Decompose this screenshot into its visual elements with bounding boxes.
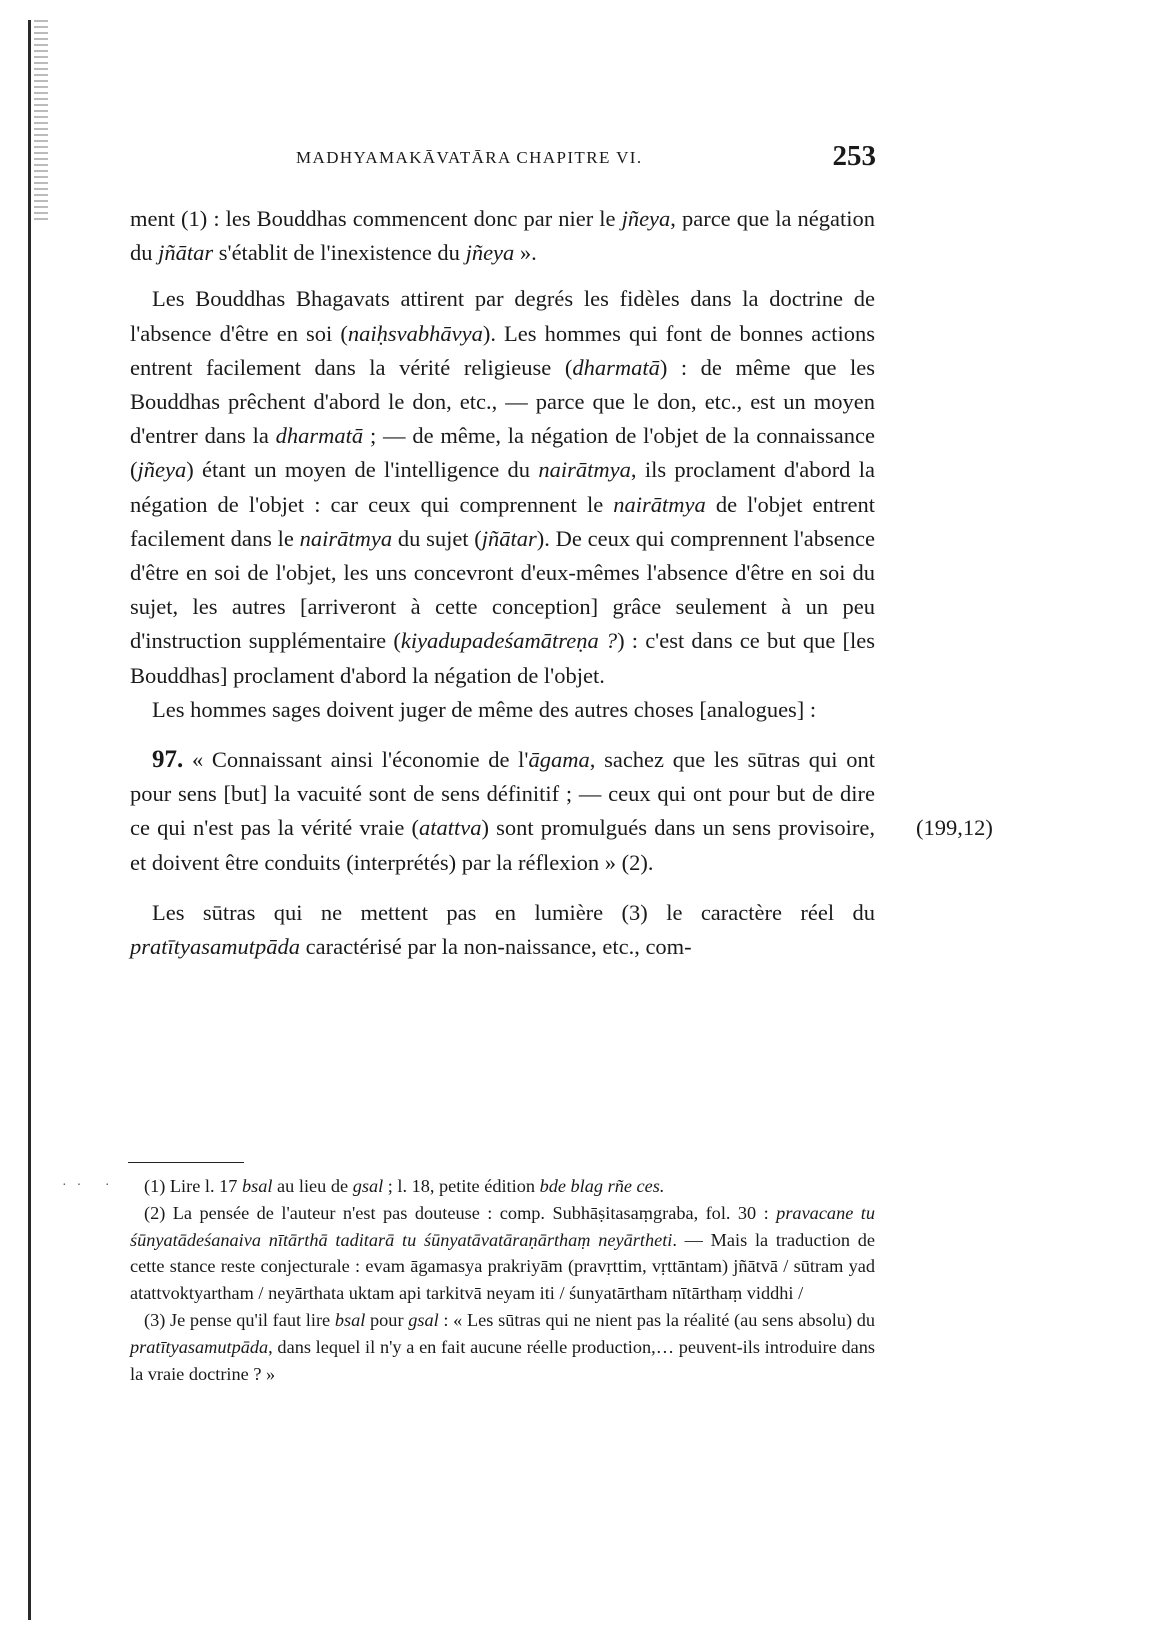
footnote-2: (2) La pensée de l'auteur n'est pas douteuse : comp. Subhāṣitasaṃgraba, fol. 30 : pravacane tu śūnyatādeśanaiva nītārthā taditarā tu śūnyatāvatāraṇārthaṃ neyārtheti. — Mais la traduction de cette stance reste conjecturale : evam āgamasya prakriyām (pravṛttim, vṛttāntam) jñātvā / sūtram yad atattvoktyartham / neyārthata uktam api tarkitvā neyam iti / śunyatārtham nītārthaṃ viddhi / [130, 1202, 875, 1304]
paragraph-sutras: Les sūtras qui ne mettent pas en lumière (3) le caractère réel du pratītyasamutpāda caractérisé par la non-naissance, etc., com- [130, 899, 875, 960]
paragraph-commentary: Les Bouddhas Bhagavats attirent par degrés les fidèles dans la doctrine de l'absence d'être en soi (naiḥsvabhāvya). Les hommes qui font de bonnes actions entrent facilement dans la vérité religieuse (dharmatā) : de même que les Bouddhas prêchent d'abord le don, etc., — parce que le don, etc., est un moyen d'entrer dans la dharmatā ; — de même, la négation de l'objet de la connaissance (jñeya) étant un moyen de l'intelligence du nairātmya, ils proclament d'abord la négation de l'objet : car ceux qui comprennent le nairātmya de l'objet entrent facilement dans le nairātmya du sujet (jñātar). De ceux qui comprennent l'absence d'être en soi de l'objet, les uns concevront d'eux-mêmes l'absence d'être en soi du sujet, les autres [arriveront à cette conception] grâce seulement à un peu d'instruction supplémentaire (kiyadupadeśamātreṇa ?) : c'est dans ce but que [les Bouddhas] proclament d'abord la négation de l'objet. [130, 286, 876, 688]
stanza-97: 97. « Connaissant ainsi l'économie de l'āgama, sachez que les sūtras qui ont pour sens [but] la vacuité sont de sens définitif ; — ceux qui ont pour but de dire ce qui n'est pas la vérité vraie (atattva) sont promulgués dans un sens provisoire, et doivent être conduits (interprétés) par la réflexion » (2). [130, 746, 875, 875]
paragraph-transition: Les hommes sages doivent juger de même des autres choses [analogues] : [152, 696, 817, 722]
stanza-number: 97. [152, 746, 184, 774]
running-head: MADHYAMAKĀVATĀRA CHAPITRE VI. [296, 148, 643, 167]
page-binding-edge [28, 20, 34, 1620]
main-text [130, 202, 875, 964]
footnote-rule [128, 1162, 244, 1163]
page-number: 253 [832, 140, 876, 172]
page-header [132, 140, 876, 184]
binding-edge-texture [34, 20, 48, 220]
footnotes [130, 1173, 875, 1387]
footnote-1: (1) Lire l. 17 bsal au lieu de gsal ; l. 18, petite édition bde blag rñe ces. [144, 1176, 665, 1196]
margin-reference: (199,12) [916, 815, 993, 840]
margin-specks: ·· · [62, 1178, 120, 1193]
paragraph-continuation: ment (1) : les Bouddhas commencent donc par nier le jñeya, parce que la négation du jñātar s'établit de l'inexistence du jñeya ». [130, 206, 876, 266]
footnote-3: (3) Je pense qu'il faut lire bsal pour gsal : « Les sūtras qui ne nient pas la réalité (au sens absolu) du pratītyasamutpāda, dans lequel il n'y a en fait aucune réelle production,… peuvent-ils introduire dans la vraie doctrine ? » [130, 1309, 876, 1384]
